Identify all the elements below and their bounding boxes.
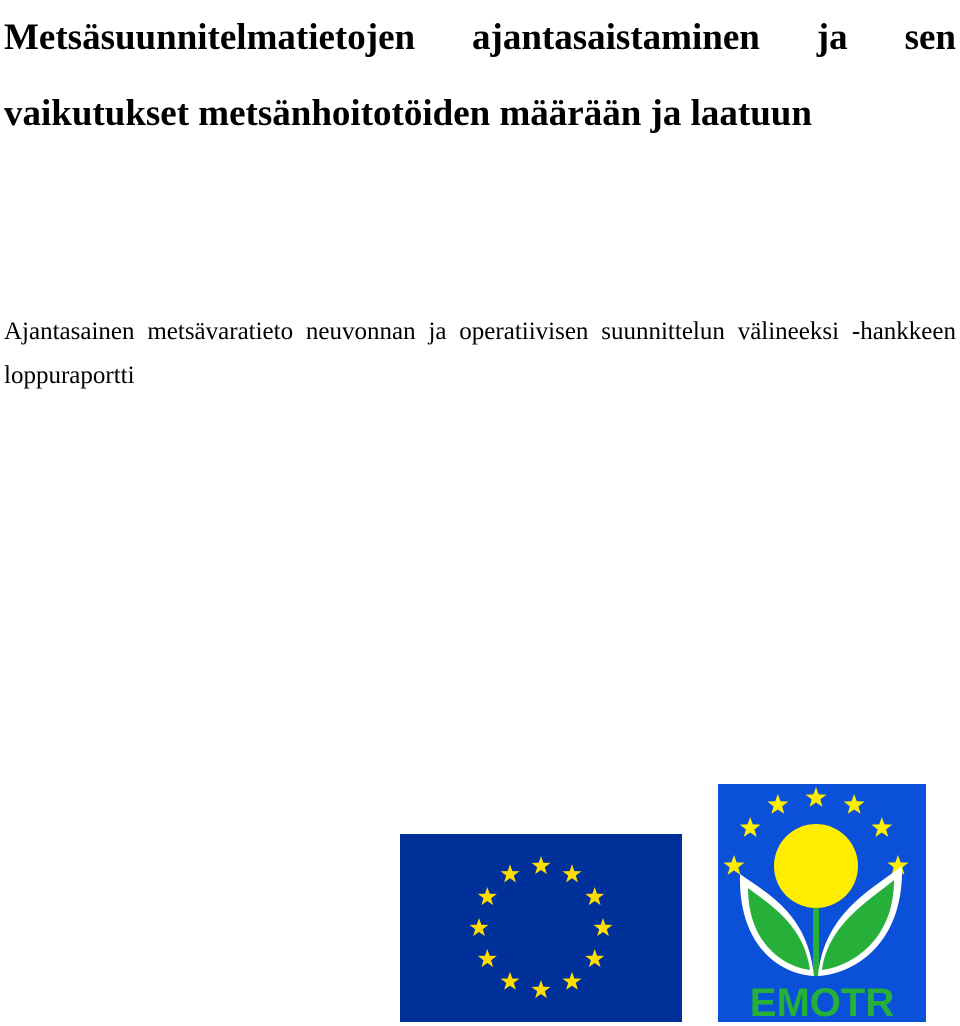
document-title: Metsäsuunnitelmatietojen ajantasaistaminen ja sen vaikutukset metsänhoitotöiden määrään ja laatuun (4, 17, 956, 134)
eu-flag-icon (400, 834, 682, 1022)
emotr-logo-icon (718, 784, 926, 1022)
emotr-label: EMOTR (749, 981, 895, 1022)
emotr-sun (774, 824, 858, 908)
document-subtitle: Ajantasainen metsävaratieto neuvonnan ja operatiivisen suunnittelun välineeksi -hankkeen loppuraportti (4, 318, 956, 389)
